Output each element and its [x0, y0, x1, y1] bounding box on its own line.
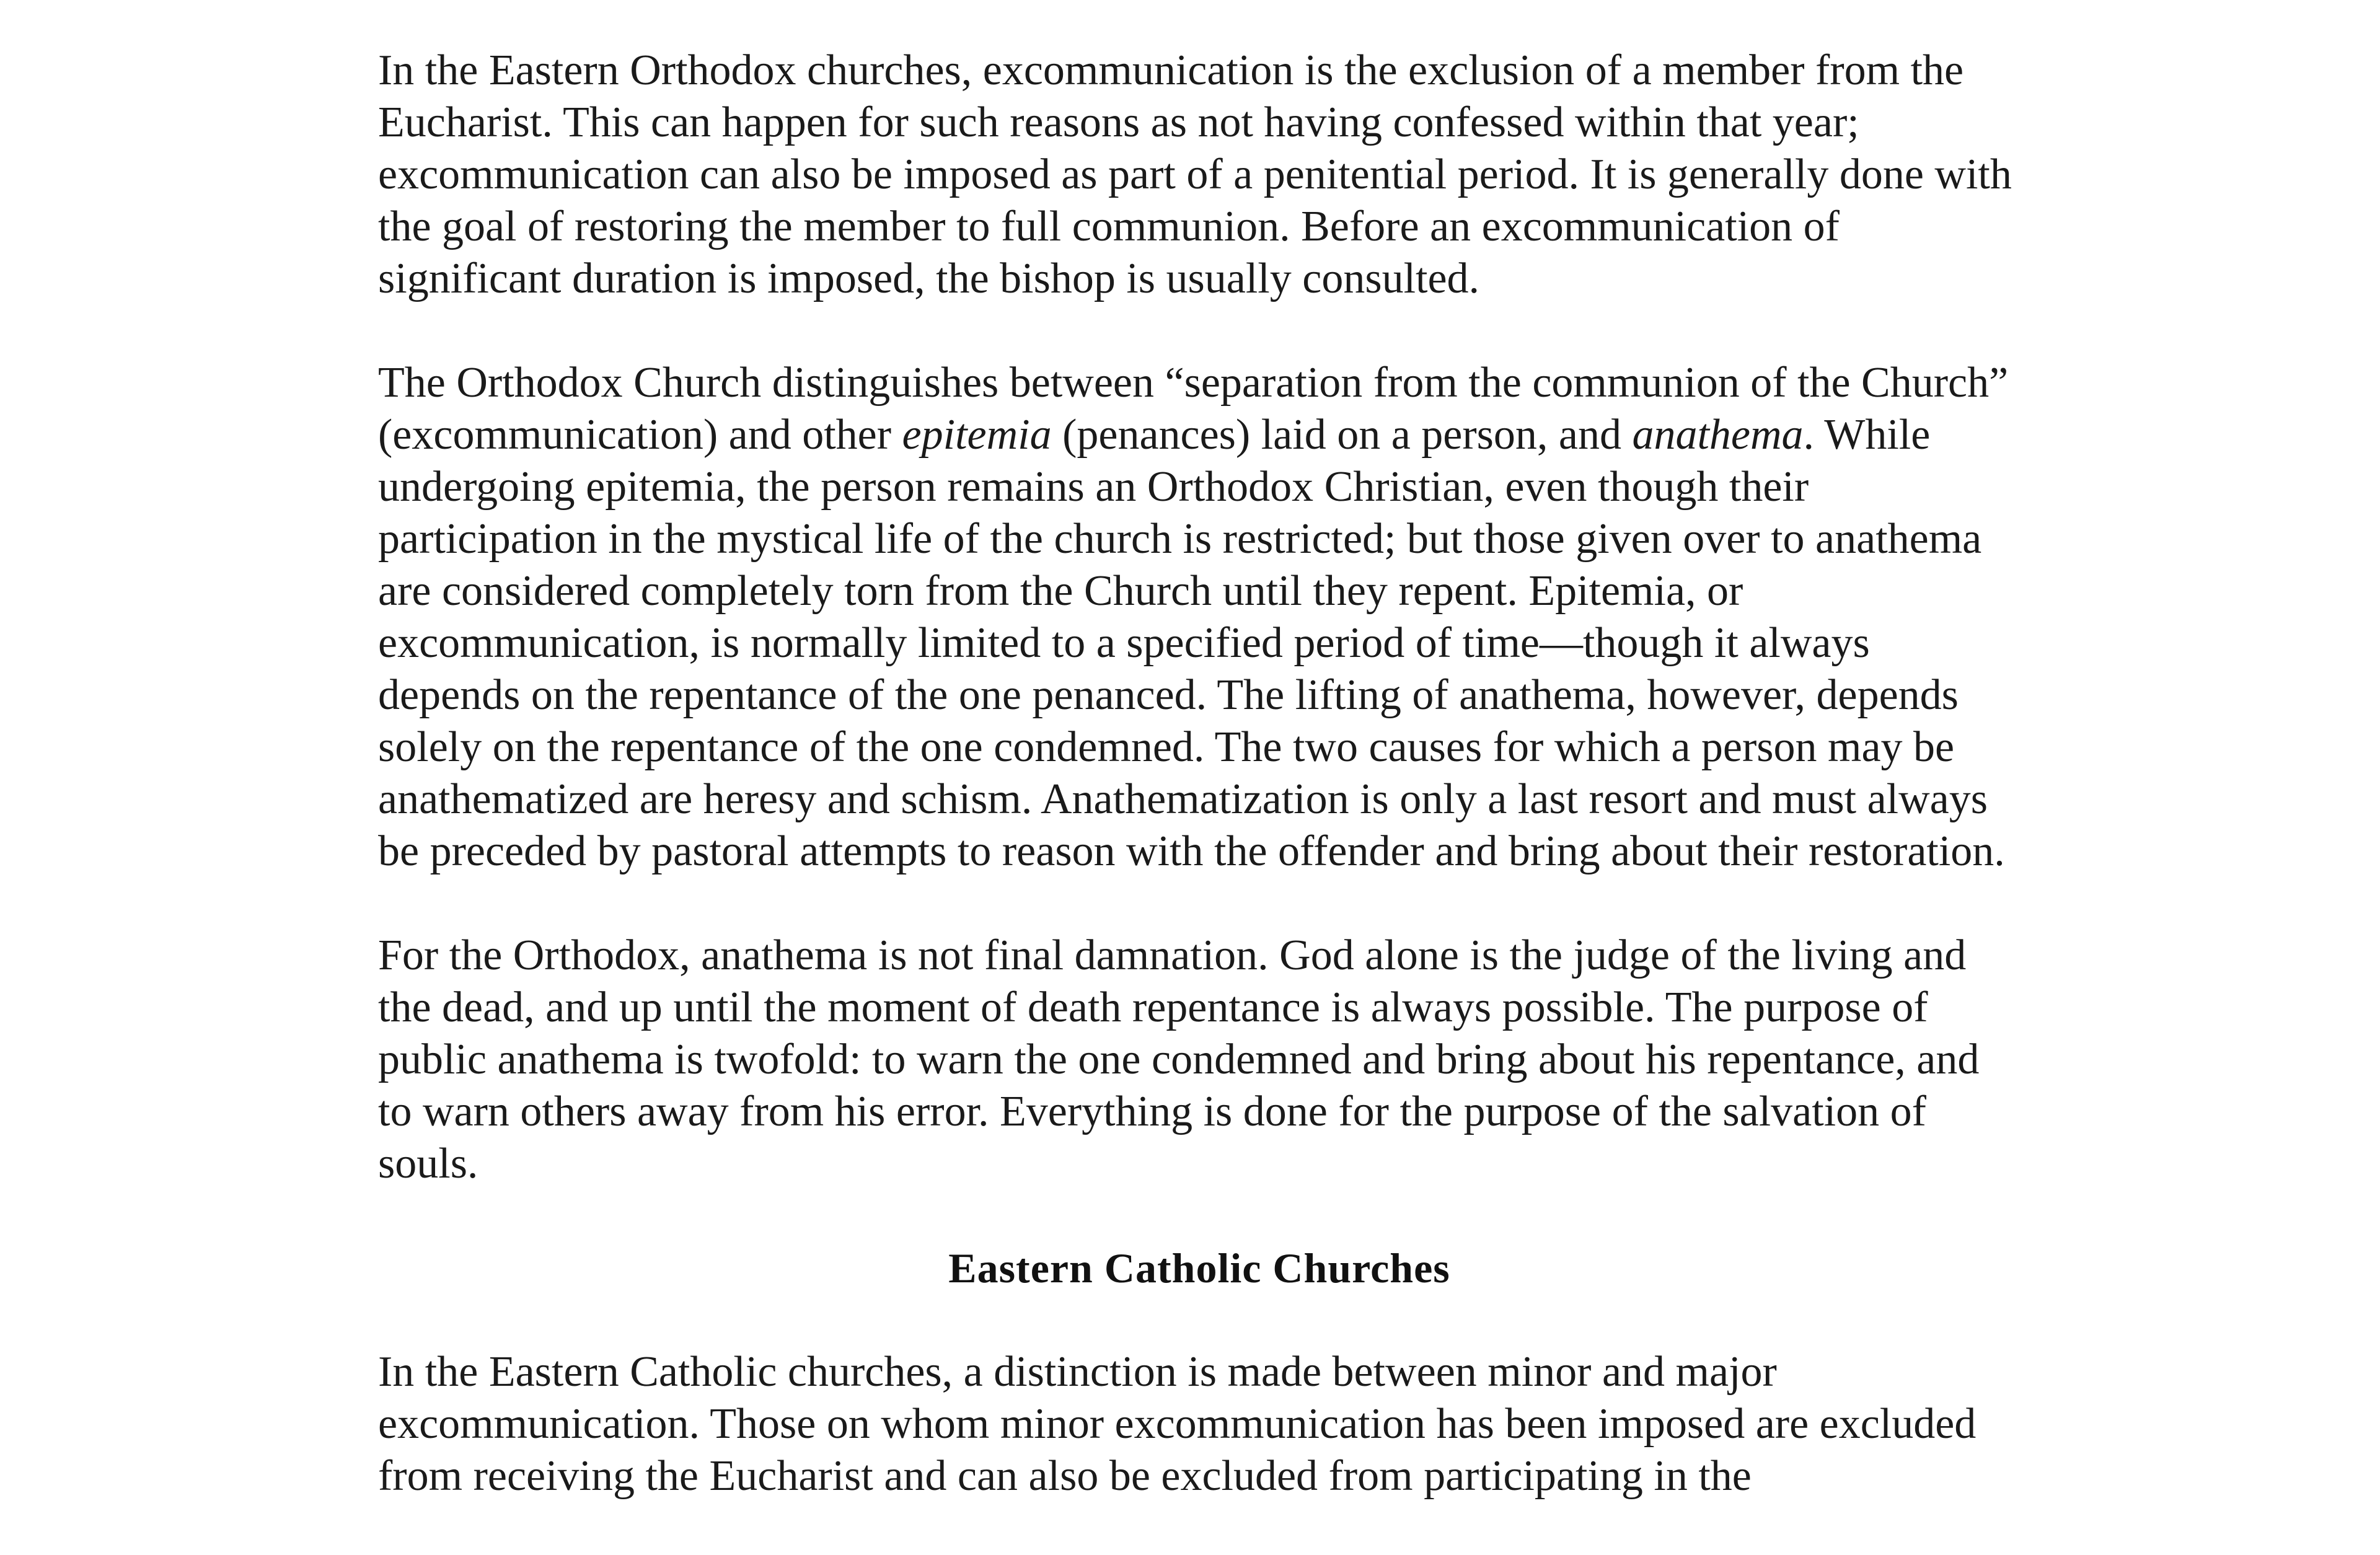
paragraph-orthodox-distinction — [378, 357, 2021, 878]
paragraph-text: The Orthodox Church distinguishes between “separation from the communion of the Church” (excommunication) and other — [378, 359, 2009, 459]
italic-term-anathema: anathema — [1632, 411, 1804, 459]
paragraph-text: . While undergoing epitemia, the person remains an Orthodox Christian, even though their participation in the mystical life of the church is restricted; but those given over to anathema are considered completely torn from the Church until they repent. Epitemia, or excommunication, is normally limited to a specified period of time—though it always depends on the repentance of the one penanced. The lifting of anathema, however, depends solely on the repentance of the one condemned. The two causes for which a person may be anathematized are heresy and schism. Anathematization is only a last resort and must always be preceded by pastoral attempts to reason with the offender and bring about their restoration. — [378, 411, 2005, 875]
paragraph-text: (penances) laid on a person, and — [1051, 411, 1633, 459]
document-body — [378, 45, 2021, 1554]
italic-term-epitemia: epitemia — [902, 411, 1052, 459]
section-heading-eastern-catholic: Eastern Catholic Churches — [948, 1244, 1450, 1292]
paragraph-orthodox-excommunication: In the Eastern Orthodox churches, excommunication is the exclusion of a member from the Eucharist. This can happen for such reasons as not having confessed within that year; excommunication can also be imposed as part of a penitential period. It is generally done with the goal of restoring the member to full communion. Before an excommunication of significant duration is imposed, the bishop is usually consulted. — [378, 46, 2012, 302]
paragraph-anathema-not-final: For the Orthodox, anathema is not final damnation. God alone is the judge of the living and the dead, and up until the moment of death repentance is always possible. The purpose of public anathema is twofold: to warn the one condemned and bring about his repentance, and to warn others away from his error. Everything is done for the purpose of the salvation of souls. — [378, 932, 1980, 1187]
paragraph-eastern-catholic: In the Eastern Catholic churches, a distinction is made between minor and major excommunication. Those on whom minor excommunication has been imposed are excluded from receiving the Eucharist and can also be excluded from participating in the — [378, 1348, 1977, 1500]
